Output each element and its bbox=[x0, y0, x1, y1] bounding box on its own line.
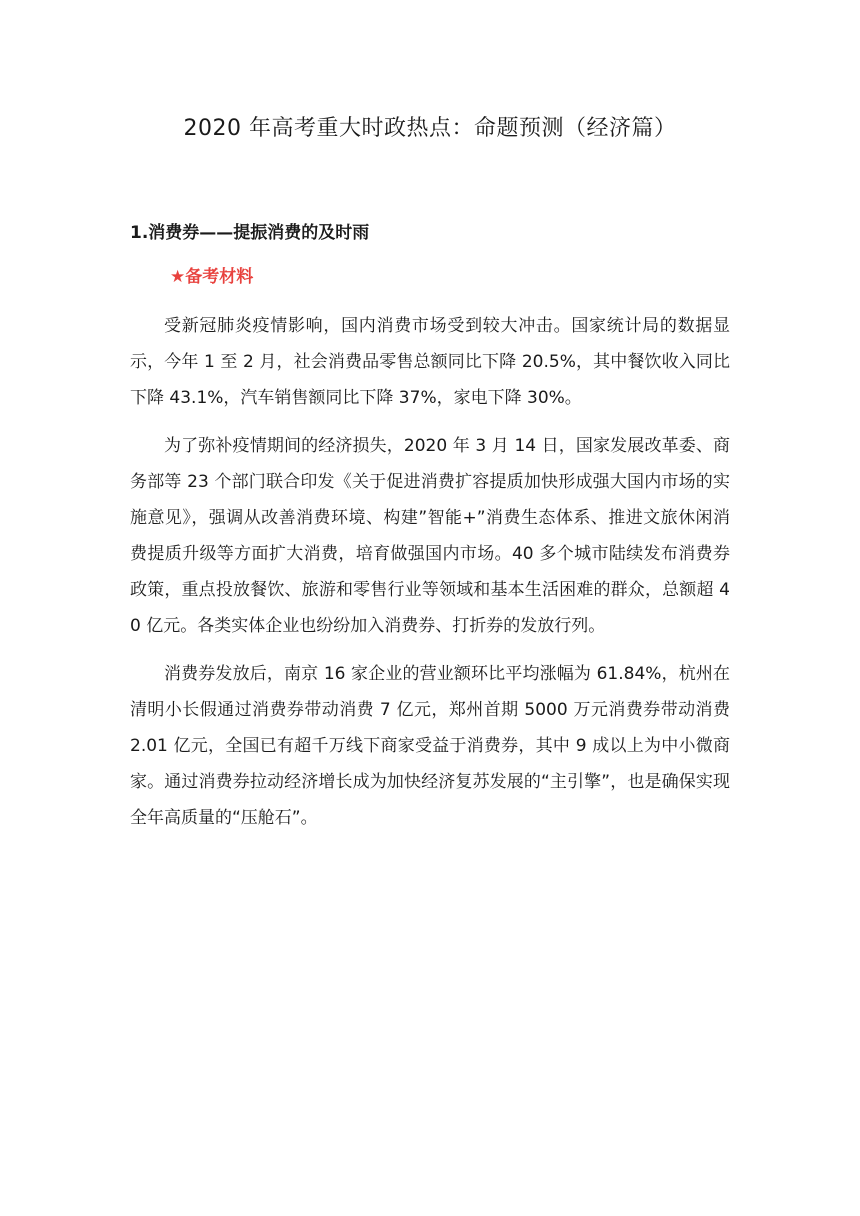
document-title: 2020 年高考重大时政热点：命题预测（经济篇） bbox=[183, 116, 677, 141]
paragraph-3: 消费券发放后，南京 16 家企业的营业额环比平均涨幅为 61.84%，杭州在清明小长假通过消费券带动消费 7 亿元，郑州首期 5000 万元消费券带动消费 2.01 亿元，全国已有超千万线下商家受益于消费券，其中 9 成以上为中小微商家。通过消费券拉动经济增长成为加快经济复苏发展的“主引擎”，也是确保实现全年高质量的“压舱石”。 bbox=[130, 664, 730, 828]
section-heading: 1.消费券——提振消费的及时雨 bbox=[130, 223, 370, 243]
body-text bbox=[130, 308, 730, 848]
paragraph-2: 为了弥补疫情期间的经济损失，2020 年 3 月 14 日，国家发展改革委、商务部等 23 个部门联合印发《关于促进消费扩容提质加快形成强大国内市场的实施意见》，强调从改善消费环境、构建”智能+”消费生态体系、推进文旅休闲消费提质升级等方面扩大消费，培育做强国内市场。40 多个城市陆续发布消费券政策，重点投放餐饮、旅游和零售行业等领域和基本生活困难的群众，总额超 40 亿元。各类实体企业也纷纷加入消费券、打折券的发放行列。 bbox=[130, 436, 730, 636]
material-label: ★备考材料 bbox=[170, 267, 254, 287]
paragraph-1: 受新冠肺炎疫情影响，国内消费市场受到较大冲击。国家统计局的数据显示，今年 1 至 2 月，社会消费品零售总额同比下降 20.5%，其中餐饮收入同比下降 43.1%，汽车销售额同比下降 37%，家电下降 30%。 bbox=[130, 316, 730, 408]
